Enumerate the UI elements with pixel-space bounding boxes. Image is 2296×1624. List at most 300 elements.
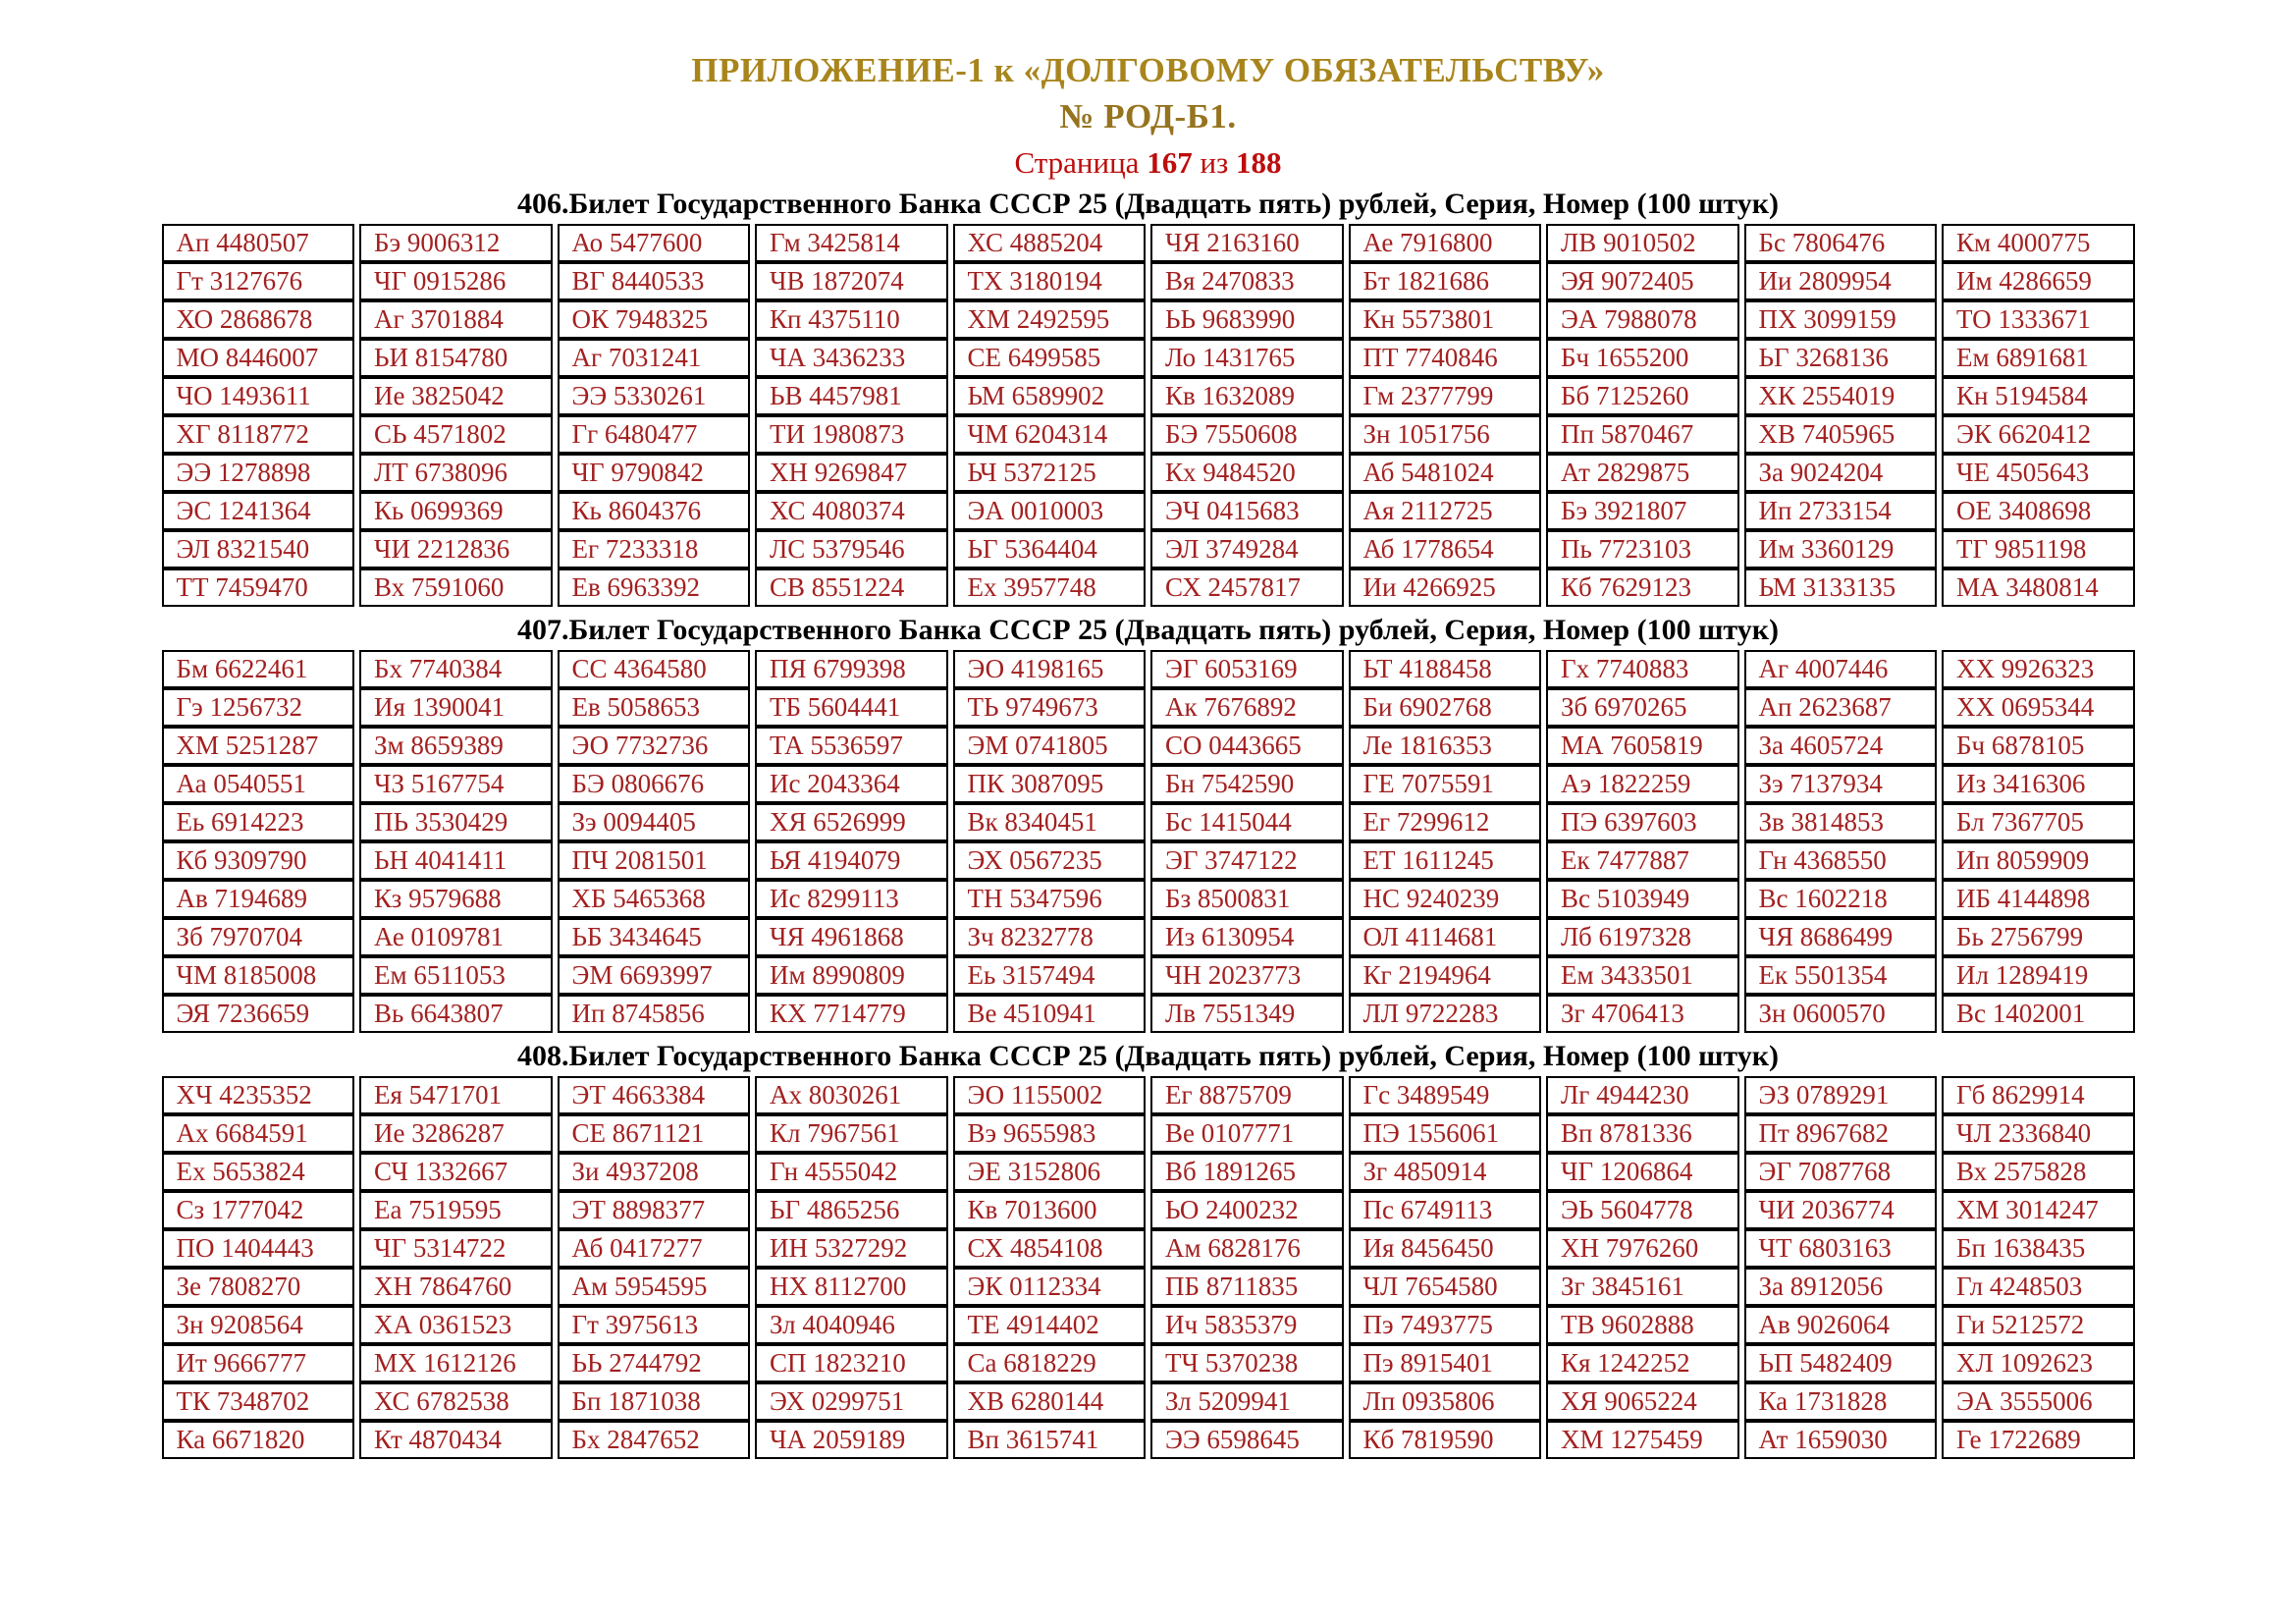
serial-cell: Бь 2756799	[1942, 918, 2135, 956]
serial-cell: Из 6130954	[1150, 918, 1344, 956]
serial-cell: Зл 4040946	[755, 1306, 948, 1344]
serial-cell: Бм 6622461	[162, 650, 355, 688]
section-title: 408.Билет Государственного Банка СССР 25 (Двадцать пять) рублей, Серия, Номер (100 штук)	[516, 1040, 1780, 1072]
table-row	[162, 727, 2135, 765]
serial-cell: ЧА 2059189	[755, 1421, 948, 1459]
serial-cell: Кб 9309790	[162, 841, 355, 880]
table-row	[162, 1268, 2135, 1306]
serial-cell: Им 8990809	[755, 956, 948, 995]
serial-cell: Кв 1632089	[1150, 377, 1344, 415]
serial-cell: Зг 4850914	[1349, 1153, 1542, 1191]
serial-cell: МА 3480814	[1942, 568, 2135, 607]
serial-cell: Ве 4510941	[953, 995, 1147, 1033]
table-row	[162, 918, 2135, 956]
serial-cell: Зч 8232778	[953, 918, 1147, 956]
serial-cell: Кь 8604376	[558, 492, 751, 530]
serial-cell: Зг 4706413	[1546, 995, 1739, 1033]
serial-cell: Гх 7740883	[1546, 650, 1739, 688]
serial-cell: Ат 1659030	[1744, 1421, 1938, 1459]
serial-cell: Кб 7629123	[1546, 568, 1739, 607]
serial-cell: Ия 1390041	[359, 688, 553, 727]
serial-cell: ЧА 3436233	[755, 339, 948, 377]
serial-cell: ХМ 1275459	[1546, 1421, 1739, 1459]
serial-cell: НС 9240239	[1349, 880, 1542, 918]
serial-cell: Вс 1602218	[1744, 880, 1938, 918]
serial-cell: Зэ 0094405	[558, 803, 751, 841]
page-indicator	[0, 145, 2296, 181]
serial-cell: Бч 1655200	[1546, 339, 1739, 377]
serial-cell: ХМ 3014247	[1942, 1191, 2135, 1229]
serial-cell: Вб 1891265	[1150, 1153, 1344, 1191]
serial-cell: Гм 2377799	[1349, 377, 1542, 415]
table-row	[162, 377, 2135, 415]
page-of-label: из	[1200, 145, 1229, 180]
serial-cell: Кя 1242252	[1546, 1344, 1739, 1382]
serial-cell: Зн 1051756	[1349, 415, 1542, 454]
serial-cell: Ем 6511053	[359, 956, 553, 995]
serial-cell: ЬГ 3268136	[1744, 339, 1938, 377]
serial-cell: ЭЭ 5330261	[558, 377, 751, 415]
serial-cell: Бэ 9006312	[359, 224, 553, 262]
serial-cell: ИБ 4144898	[1942, 880, 2135, 918]
serial-cell: Лг 4944230	[1546, 1076, 1739, 1114]
serial-cell: Ит 9666777	[162, 1344, 355, 1382]
appendix-title: ПРИЛОЖЕНИЕ-1 к «ДОЛГОВОМУ ОБЯЗАТЕЛЬСТВУ»	[691, 51, 1605, 89]
serial-cell: Зн 9208564	[162, 1306, 355, 1344]
serial-cell: Ае 0109781	[359, 918, 553, 956]
serial-cell: ЭО 4198165	[953, 650, 1147, 688]
serial-cell: ЭЭ 6598645	[1150, 1421, 1344, 1459]
serial-cell: ЭО 7732736	[558, 727, 751, 765]
serial-cell: ЭЛ 3749284	[1150, 530, 1344, 568]
serial-cell: ХН 9269847	[755, 454, 948, 492]
serial-cell: Ек 7477887	[1546, 841, 1739, 880]
serial-cell: Аэ 1822259	[1546, 765, 1739, 803]
serial-cell: ТХ 3180194	[953, 262, 1147, 300]
serial-cell: За 9024204	[1744, 454, 1938, 492]
serial-cell: Вс 5103949	[1546, 880, 1739, 918]
serial-cell: ХК 2554019	[1744, 377, 1938, 415]
serial-cell: Кн 5573801	[1349, 300, 1542, 339]
serial-cell: Гт 3127676	[162, 262, 355, 300]
table-row	[162, 530, 2135, 568]
serial-cell: ПК 3087095	[953, 765, 1147, 803]
serial-cell: Гэ 1256732	[162, 688, 355, 727]
serial-cell: Ле 1816353	[1349, 727, 1542, 765]
serial-cell: Ао 5477600	[558, 224, 751, 262]
serial-cell: Кп 4375110	[755, 300, 948, 339]
serial-cell: ЬЬ 2744792	[558, 1344, 751, 1382]
serials-table-408	[157, 1076, 2140, 1459]
banknote-section-406	[0, 188, 2296, 607]
serial-cell: Бп 1871038	[558, 1382, 751, 1421]
serial-cell: Вх 2575828	[1942, 1153, 2135, 1191]
serial-cell: Ах 8030261	[755, 1076, 948, 1114]
serial-cell: Кь 0699369	[359, 492, 553, 530]
serial-cell: ЧГ 0915286	[359, 262, 553, 300]
table-row	[162, 568, 2135, 607]
serial-cell: ЭЭ 1278898	[162, 454, 355, 492]
serial-cell: Пь 7723103	[1546, 530, 1739, 568]
serial-cell: Ги 5212572	[1942, 1306, 2135, 1344]
serial-cell: ЭЧ 0415683	[1150, 492, 1344, 530]
serial-cell: ИН 5327292	[755, 1229, 948, 1268]
serial-cell: Вь 6643807	[359, 995, 553, 1033]
serial-cell: ЬГ 4865256	[755, 1191, 948, 1229]
serial-cell: Бс 1415044	[1150, 803, 1344, 841]
serial-cell: ТИ 1980873	[755, 415, 948, 454]
table-row	[162, 1191, 2135, 1229]
serial-cell: Ип 8059909	[1942, 841, 2135, 880]
serial-cell: Зб 6970265	[1546, 688, 1739, 727]
serial-cell: ЭМ 0741805	[953, 727, 1147, 765]
serial-cell: За 8912056	[1744, 1268, 1938, 1306]
serial-cell: ПБ 8711835	[1150, 1268, 1344, 1306]
serial-cell: ТБ 5604441	[755, 688, 948, 727]
serial-cell: Аб 5481024	[1349, 454, 1542, 492]
serial-cell: Кг 2194964	[1349, 956, 1542, 995]
serial-cell: СВ 8551224	[755, 568, 948, 607]
serial-cell: ЭЕ 3152806	[953, 1153, 1147, 1191]
serial-cell: Зм 8659389	[359, 727, 553, 765]
serial-cell: СЬ 4571802	[359, 415, 553, 454]
serial-cell: СХ 2457817	[1150, 568, 1344, 607]
serial-cell: Вп 8781336	[1546, 1114, 1739, 1153]
serial-cell: ЭГ 6053169	[1150, 650, 1344, 688]
serial-cell: ПЯ 6799398	[755, 650, 948, 688]
serial-cell: Аг 4007446	[1744, 650, 1938, 688]
serial-cell: ХХ 9926323	[1942, 650, 2135, 688]
serial-cell: МО 8446007	[162, 339, 355, 377]
serial-cell: Ек 5501354	[1744, 956, 1938, 995]
table-row	[162, 300, 2135, 339]
serial-cell: Ве 0107771	[1150, 1114, 1344, 1153]
serial-cell: ХО 2868678	[162, 300, 355, 339]
serial-cell: Еа 7519595	[359, 1191, 553, 1229]
serial-cell: ЭХ 0299751	[755, 1382, 948, 1421]
serial-cell: Бх 7740384	[359, 650, 553, 688]
serial-cell: ЭЬ 5604778	[1546, 1191, 1739, 1229]
serial-cell: ХМ 5251287	[162, 727, 355, 765]
serial-cell: ПЬ 3530429	[359, 803, 553, 841]
serial-cell: СЧ 1332667	[359, 1153, 553, 1191]
serial-cell: Бх 2847652	[558, 1421, 751, 1459]
serial-cell: ЬО 2400232	[1150, 1191, 1344, 1229]
serial-cell: Аа 0540551	[162, 765, 355, 803]
serial-cell: ТВ 9602888	[1546, 1306, 1739, 1344]
serial-cell: Кз 9579688	[359, 880, 553, 918]
serial-cell: ХН 7864760	[359, 1268, 553, 1306]
table-row	[162, 650, 2135, 688]
serial-cell: ЧГ 1206864	[1546, 1153, 1739, 1191]
serial-cell: ХЯ 9065224	[1546, 1382, 1739, 1421]
serial-cell: Ак 7676892	[1150, 688, 1344, 727]
serial-cell: Км 4000775	[1942, 224, 2135, 262]
serial-cell: ЧЛ 7654580	[1349, 1268, 1542, 1306]
serial-cell: Из 3416306	[1942, 765, 2135, 803]
serial-cell: ЧН 2023773	[1150, 956, 1344, 995]
serial-cell: СЕ 8671121	[558, 1114, 751, 1153]
serial-cell: Гс 3489549	[1349, 1076, 1542, 1114]
serial-cell: Зе 7808270	[162, 1268, 355, 1306]
serial-cell: ЧЗ 5167754	[359, 765, 553, 803]
serial-cell: ЭА 0010003	[953, 492, 1147, 530]
serial-cell: ЧТ 6803163	[1744, 1229, 1938, 1268]
serial-cell: ПТ 7740846	[1349, 339, 1542, 377]
serial-cell: Зв 3814853	[1744, 803, 1938, 841]
serial-cell: КХ 7714779	[755, 995, 948, 1033]
serial-cell: ХБ 5465368	[558, 880, 751, 918]
serial-cell: Кх 9484520	[1150, 454, 1344, 492]
table-row	[162, 1344, 2135, 1382]
serial-cell: ПХ 3099159	[1744, 300, 1938, 339]
serial-cell: ХС 4080374	[755, 492, 948, 530]
table-row	[162, 492, 2135, 530]
serial-cell: Ие 3825042	[359, 377, 553, 415]
serial-cell: ЧИ 2212836	[359, 530, 553, 568]
serial-cell: Зи 4937208	[558, 1153, 751, 1191]
serial-cell: Ам 5954595	[558, 1268, 751, 1306]
table-row	[162, 1382, 2135, 1421]
serial-cell: Ех 5653824	[162, 1153, 355, 1191]
document-header	[0, 0, 2296, 181]
serial-cell: Ег 7233318	[558, 530, 751, 568]
serial-cell: Ип 2733154	[1744, 492, 1938, 530]
serial-cell: СС 4364580	[558, 650, 751, 688]
serial-cell: Ис 2043364	[755, 765, 948, 803]
serial-cell: ЭМ 6693997	[558, 956, 751, 995]
serial-cell: Ая 2112725	[1349, 492, 1542, 530]
serial-cell: ЕТ 1611245	[1349, 841, 1542, 880]
serial-cell: Гг 6480477	[558, 415, 751, 454]
serial-cell: ЬМ 6589902	[953, 377, 1147, 415]
serial-cell: СХ 4854108	[953, 1229, 1147, 1268]
serial-cell: ОЕ 3408698	[1942, 492, 2135, 530]
serial-cell: МХ 1612126	[359, 1344, 553, 1382]
serial-cell: Ав 9026064	[1744, 1306, 1938, 1344]
serial-cell: Бн 7542590	[1150, 765, 1344, 803]
serial-cell: Бс 7806476	[1744, 224, 1938, 262]
serial-cell: ТЕ 4914402	[953, 1306, 1147, 1344]
serial-cell: ХГ 8118772	[162, 415, 355, 454]
serial-cell: Ея 5471701	[359, 1076, 553, 1114]
table-row	[162, 224, 2135, 262]
serial-cell: ХЛ 1092623	[1942, 1344, 2135, 1382]
serial-cell: СО 0443665	[1150, 727, 1344, 765]
serial-cell: Ич 5835379	[1150, 1306, 1344, 1344]
serial-cell: Ат 2829875	[1546, 454, 1739, 492]
table-row	[162, 956, 2135, 995]
serial-cell: Ия 8456450	[1349, 1229, 1542, 1268]
serial-cell: ЧГ 9790842	[558, 454, 751, 492]
serial-cell: Ге 1722689	[1942, 1421, 2135, 1459]
serial-cell: Бч 6878105	[1942, 727, 2135, 765]
serial-cell: Гн 4555042	[755, 1153, 948, 1191]
serial-cell: СЕ 6499585	[953, 339, 1147, 377]
serial-cell: Кв 7013600	[953, 1191, 1147, 1229]
serial-cell: Са 6818229	[953, 1344, 1147, 1382]
serial-cell: Вх 7591060	[359, 568, 553, 607]
serial-cell: ЭС 1241364	[162, 492, 355, 530]
serial-cell: ЭЛ 8321540	[162, 530, 355, 568]
serial-cell: ХС 6782538	[359, 1382, 553, 1421]
serial-cell: ЭТ 8898377	[558, 1191, 751, 1229]
serial-cell: Ем 6891681	[1942, 339, 2135, 377]
serial-cell: ВГ 8440533	[558, 262, 751, 300]
serial-cell: ЧВ 1872074	[755, 262, 948, 300]
serial-cell: ПЧ 2081501	[558, 841, 751, 880]
serial-cell: ЧИ 2036774	[1744, 1191, 1938, 1229]
serial-cell: Вс 1402001	[1942, 995, 2135, 1033]
serial-cell: ЬВ 4457981	[755, 377, 948, 415]
serial-cell: ХЯ 6526999	[755, 803, 948, 841]
serial-cell: ЧЛ 2336840	[1942, 1114, 2135, 1153]
serial-cell: Лп 0935806	[1349, 1382, 1542, 1421]
serial-cell: Ав 7194689	[162, 880, 355, 918]
serial-cell: Би 6902768	[1349, 688, 1542, 727]
page-current: 167	[1147, 145, 1193, 180]
serial-cell: Гт 3975613	[558, 1306, 751, 1344]
table-row	[162, 454, 2135, 492]
banknote-section-407	[0, 614, 2296, 1033]
serial-cell: Зб 7970704	[162, 918, 355, 956]
serial-cell: Сз 1777042	[162, 1191, 355, 1229]
serial-cell: ЛЛ 9722283	[1349, 995, 1542, 1033]
serial-cell: ТН 5347596	[953, 880, 1147, 918]
serial-cell: ХВ 6280144	[953, 1382, 1147, 1421]
serial-cell: Ии 2809954	[1744, 262, 1938, 300]
serial-cell: Вэ 9655983	[953, 1114, 1147, 1153]
serial-cell: Им 3360129	[1744, 530, 1938, 568]
serial-cell: Кн 5194584	[1942, 377, 2135, 415]
serial-cell: ЬМ 3133135	[1744, 568, 1938, 607]
serial-cell: ЬЬ 9683990	[1150, 300, 1344, 339]
serial-cell: Зн 0600570	[1744, 995, 1938, 1033]
serials-table-406	[157, 224, 2140, 607]
document-number: № РОД-Б1.	[1059, 97, 1237, 135]
serial-cell: Ло 1431765	[1150, 339, 1344, 377]
serial-cell: ЬЧ 5372125	[953, 454, 1147, 492]
serial-cell: Бп 1638435	[1942, 1229, 2135, 1268]
serial-cell: ЭО 1155002	[953, 1076, 1147, 1114]
serial-cell: Пс 6749113	[1349, 1191, 1542, 1229]
table-row	[162, 1229, 2135, 1268]
serial-cell: ОЛ 4114681	[1349, 918, 1542, 956]
serial-cell: Лв 7551349	[1150, 995, 1344, 1033]
serial-cell: ТО 1333671	[1942, 300, 2135, 339]
serial-cell: ЧЕ 4505643	[1942, 454, 2135, 492]
serial-cell: ЭГ 3747122	[1150, 841, 1344, 880]
serial-cell: Бз 8500831	[1150, 880, 1344, 918]
serial-cell: Еь 6914223	[162, 803, 355, 841]
serial-cell: Кб 7819590	[1349, 1421, 1542, 1459]
serial-cell: Бэ 3921807	[1546, 492, 1739, 530]
serial-cell: Зг 3845161	[1546, 1268, 1739, 1306]
table-row	[162, 415, 2135, 454]
serial-cell: ОК 7948325	[558, 300, 751, 339]
serial-cell: Бл 7367705	[1942, 803, 2135, 841]
serial-cell: ТЬ 9749673	[953, 688, 1147, 727]
serial-cell: Аг 7031241	[558, 339, 751, 377]
serial-cell: Зэ 7137934	[1744, 765, 1938, 803]
serial-cell: ПЭ 1556061	[1349, 1114, 1542, 1153]
serial-cell: Бт 1821686	[1349, 262, 1542, 300]
serial-cell: Гн 4368550	[1744, 841, 1938, 880]
serials-table-407	[157, 650, 2140, 1033]
table-row	[162, 880, 2135, 918]
serial-cell: ЛС 5379546	[755, 530, 948, 568]
serial-cell: Аб 1778654	[1349, 530, 1542, 568]
serial-cell: ЛВ 9010502	[1546, 224, 1739, 262]
serial-cell: ЬБ 3434645	[558, 918, 751, 956]
serial-cell: ЧО 1493611	[162, 377, 355, 415]
serial-cell: СП 1823210	[755, 1344, 948, 1382]
serial-cell: Ии 4266925	[1349, 568, 1542, 607]
serial-cell: ЬТ 4188458	[1349, 650, 1542, 688]
serial-cell: ЬИ 8154780	[359, 339, 553, 377]
serial-cell: Ах 6684591	[162, 1114, 355, 1153]
serial-cell: Ап 2623687	[1744, 688, 1938, 727]
table-row	[162, 1421, 2135, 1459]
serial-cell: ЭГ 7087768	[1744, 1153, 1938, 1191]
serial-cell: ХН 7976260	[1546, 1229, 1739, 1268]
serial-cell: Вп 3615741	[953, 1421, 1147, 1459]
serial-cell: ХМ 2492595	[953, 300, 1147, 339]
serial-cell: ЭХ 0567235	[953, 841, 1147, 880]
serial-cell: ЧЯ 4961868	[755, 918, 948, 956]
serial-cell: Им 4286659	[1942, 262, 2135, 300]
serial-cell: Аг 3701884	[359, 300, 553, 339]
serial-cell: ТГ 9851198	[1942, 530, 2135, 568]
serial-cell: Гб 8629914	[1942, 1076, 2135, 1114]
table-row	[162, 1306, 2135, 1344]
serial-cell: ЭА 3555006	[1942, 1382, 2135, 1421]
serial-cell: Зл 5209941	[1150, 1382, 1344, 1421]
serial-cell: ЧЯ 2163160	[1150, 224, 1344, 262]
serial-cell: Ап 4480507	[162, 224, 355, 262]
table-row	[162, 1153, 2135, 1191]
serial-cell: Гм 3425814	[755, 224, 948, 262]
table-row	[162, 339, 2135, 377]
page-label: Страница	[1014, 145, 1140, 180]
serial-cell: Пт 8967682	[1744, 1114, 1938, 1153]
table-row	[162, 262, 2135, 300]
serial-cell: ЧМ 8185008	[162, 956, 355, 995]
page-total: 188	[1236, 145, 1282, 180]
serial-cell: ПЭ 6397603	[1546, 803, 1739, 841]
serial-cell: Пэ 7493775	[1349, 1306, 1542, 1344]
serial-cell: Ам 6828176	[1150, 1229, 1344, 1268]
serial-cell: Еь 3157494	[953, 956, 1147, 995]
serial-cell: ЧМ 6204314	[953, 415, 1147, 454]
serial-cell: ЭЗ 0789291	[1744, 1076, 1938, 1114]
serial-cell: Пп 5870467	[1546, 415, 1739, 454]
serial-cell: БЭ 0806676	[558, 765, 751, 803]
table-row	[162, 1114, 2135, 1153]
section-title: 407.Билет Государственного Банка СССР 25 (Двадцать пять) рублей, Серия, Номер (100 штук)	[516, 614, 1780, 646]
serial-cell: Ие 3286287	[359, 1114, 553, 1153]
table-row	[162, 995, 2135, 1033]
table-row	[162, 841, 2135, 880]
table-row	[162, 803, 2135, 841]
serial-cell: Пэ 8915401	[1349, 1344, 1542, 1382]
serial-cell: ЭК 0112334	[953, 1268, 1147, 1306]
serial-cell: Ег 7299612	[1349, 803, 1542, 841]
serial-cell: ЭЯ 9072405	[1546, 262, 1739, 300]
serial-cell: Ев 5058653	[558, 688, 751, 727]
serial-cell: ЛТ 6738096	[359, 454, 553, 492]
serial-cell: Бб 7125260	[1546, 377, 1739, 415]
